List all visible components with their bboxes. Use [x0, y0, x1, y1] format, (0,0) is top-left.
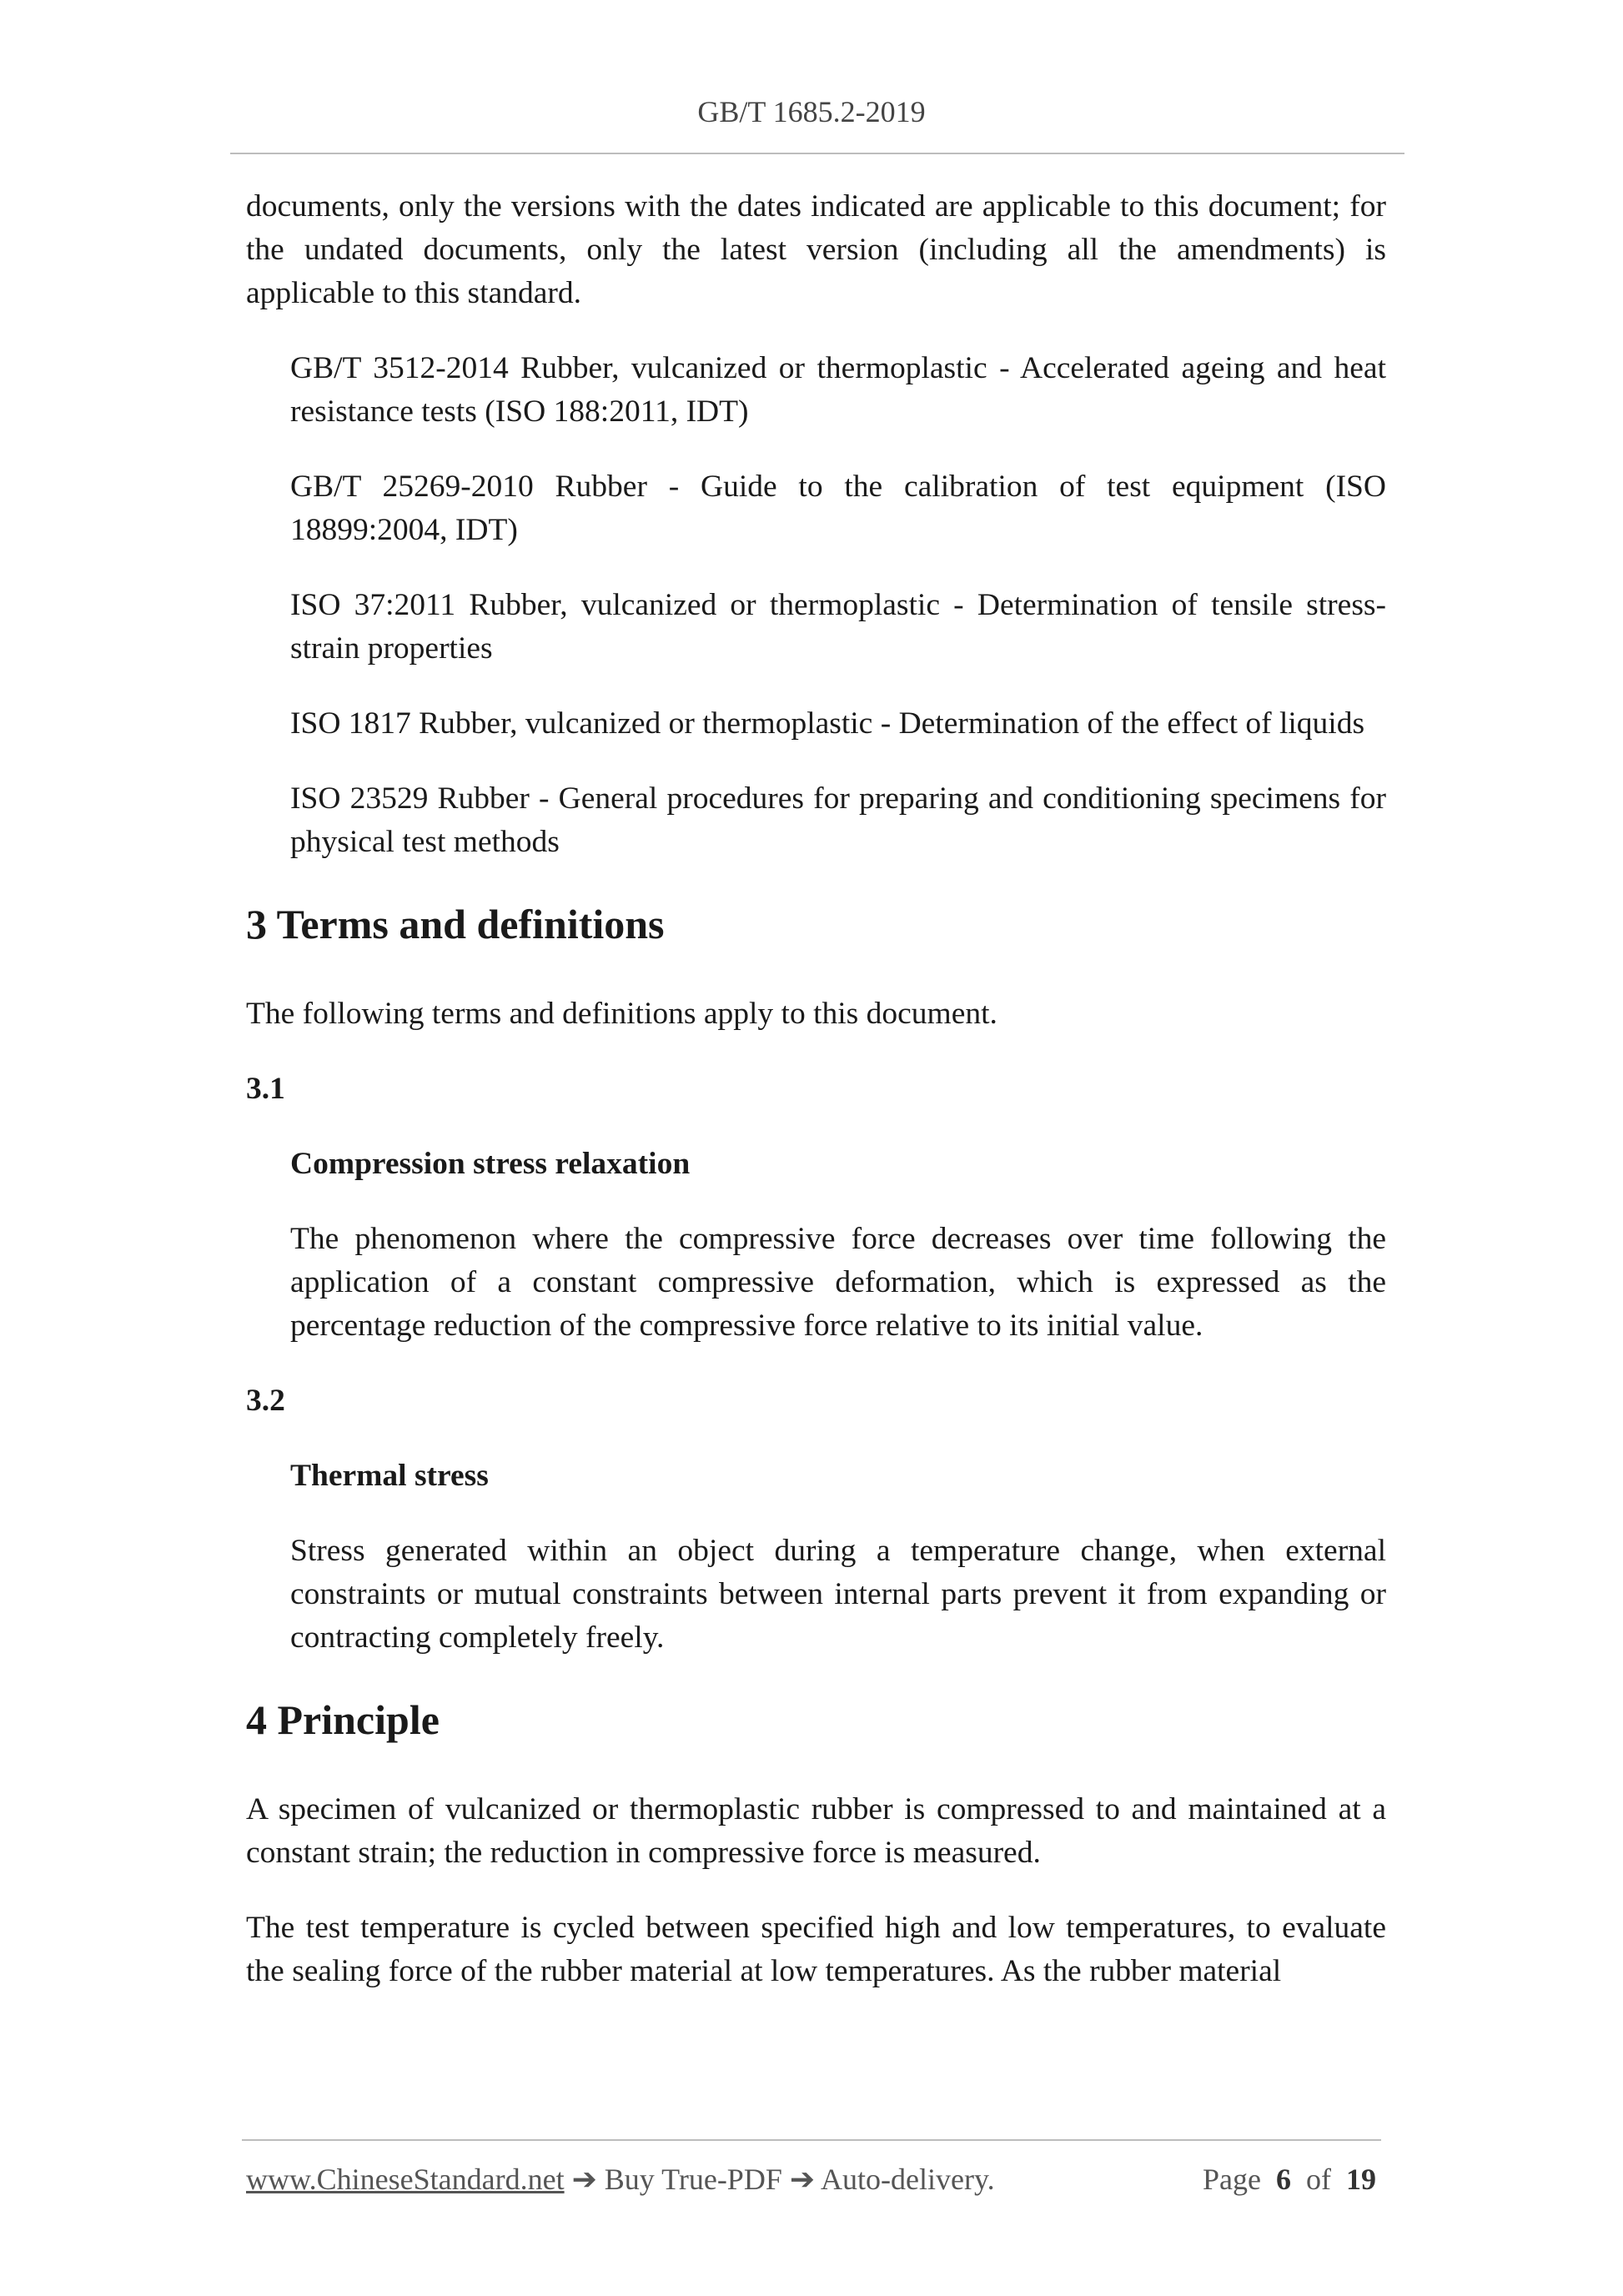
site-link[interactable]: www.ChineseStandard.net	[246, 2163, 565, 2196]
terms-intro: The following terms and definitions apply to this document.	[246, 997, 997, 1031]
page-total: 19	[1346, 2163, 1376, 2196]
term-title: Thermal stress	[290, 1459, 489, 1493]
page-label: Page	[1203, 2163, 1261, 2196]
header-divider	[230, 153, 1404, 154]
page-of-label: of	[1306, 2163, 1331, 2196]
running-header: GB/T 1685.2-2019	[697, 95, 926, 128]
reference-item: ISO 37:2011 Rubber, vulcanized or thermoplastic - Determination of tensile stress-strain properties	[290, 588, 1386, 666]
section-heading-principle: 4 Principle	[246, 1696, 440, 1743]
page-body	[246, 185, 1386, 1993]
reference-item: GB/T 25269-2010 Rubber - Guide to the calibration of test equipment (ISO 18899:2004, IDT)	[290, 470, 1386, 547]
footer-buy-text: Buy True-PDF	[604, 2163, 782, 2196]
intro-paragraph: documents, only the versions with the dates indicated are applicable to this document; for the undated documents, only the latest version (including all the amendments) is applicable to this standard.	[246, 189, 1386, 310]
page-indicator	[1203, 2162, 1376, 2197]
arrow-right-icon: ➔	[571, 2163, 597, 2196]
reference-item: ISO 1817 Rubber, vulcanized or thermoplastic - Determination of the effect of liquids	[290, 706, 1365, 741]
reference-item: ISO 23529 Rubber - General procedures for preparing and conditioning specimens for physical test methods	[290, 781, 1386, 859]
term-number: 3.2	[246, 1384, 285, 1418]
principle-paragraph: A specimen of vulcanized or thermoplastic rubber is compressed to and maintained at a constant strain; the reduction in compressive force is measured.	[246, 1792, 1386, 1870]
principle-paragraph: The test temperature is cycled between specified high and low temperatures, to evaluate the sealing force of the rubber material at low temperatures. As the rubber material	[246, 1911, 1386, 1988]
footer-divider	[242, 2139, 1381, 2141]
term-title: Compression stress relaxation	[290, 1147, 691, 1181]
term-definition: Stress generated within an object during a temperature change, when external constraints or mutual constraints between internal parts prevent it from expanding or contracting completely freely.	[290, 1534, 1386, 1655]
section-heading-terms: 3 Terms and definitions	[246, 901, 665, 947]
reference-item: GB/T 3512-2014 Rubber, vulcanized or thermoplastic - Accelerated ageing and heat resistance tests (ISO 188:2011, IDT)	[290, 351, 1386, 429]
arrow-right-icon: ➔	[789, 2163, 816, 2196]
term-number: 3.1	[246, 1072, 285, 1106]
term-definition: The phenomenon where the compressive force decreases over time following the application of a constant compressive deformation, which is expressed as the percentage reduction of the compressive force relative to its initial value.	[290, 1222, 1386, 1343]
footer-promo	[246, 2162, 995, 2197]
footer-delivery-text: Auto-delivery.	[821, 2163, 995, 2196]
page-current: 6	[1276, 2163, 1291, 2196]
